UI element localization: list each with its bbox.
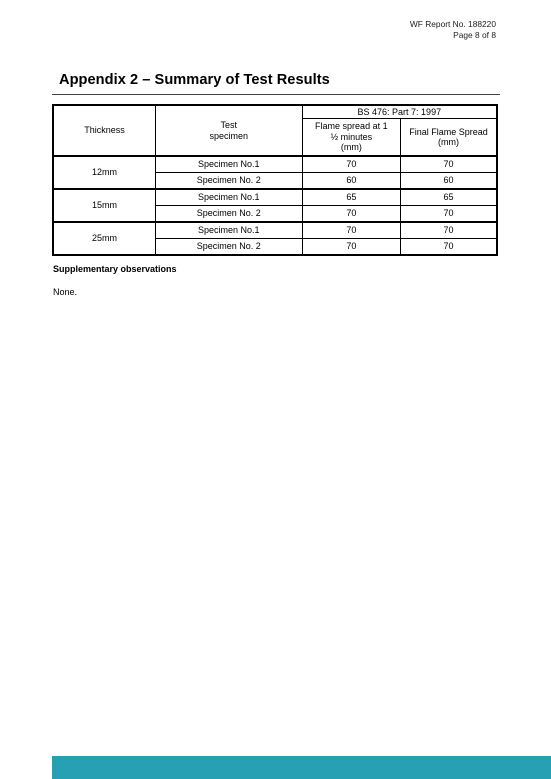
appendix-title: Appendix 2 – Summary of Test Results — [59, 72, 330, 88]
report-header — [410, 19, 496, 41]
table-row — [53, 222, 497, 239]
supplementary-title: Supplementary observations — [53, 264, 177, 274]
final-spread-cell: 70 — [401, 239, 497, 256]
final-spread-cell: 60 — [401, 173, 497, 190]
results-table-container — [52, 104, 498, 256]
specimen-cell: Specimen No. 2 — [155, 206, 302, 223]
specimen-cell: Specimen No. 2 — [155, 239, 302, 256]
header-thickness: Thickness — [53, 105, 155, 156]
specimen-cell: Specimen No.1 — [155, 156, 302, 173]
final-spread-cell: 70 — [401, 206, 497, 223]
final-spread-cell: 65 — [401, 189, 497, 206]
header-standard: BS 476: Part 7: 1997 — [302, 105, 497, 119]
page-number: Page 8 of 8 — [453, 29, 496, 40]
spread-cell: 70 — [302, 222, 400, 239]
final-spread-cell: 70 — [401, 222, 497, 239]
header-flame-spread-text: Flame spread at 1 ½ minutes (mm) — [315, 121, 388, 153]
spread-cell: 70 — [302, 239, 400, 256]
final-spread-cell: 70 — [401, 156, 497, 173]
title-rule — [52, 94, 500, 95]
thickness-cell: 12mm — [53, 156, 155, 189]
header-test-specimen — [155, 105, 302, 156]
spread-cell: 70 — [302, 206, 400, 223]
header-final-spread — [401, 119, 497, 157]
footer-bar — [52, 756, 551, 779]
spread-cell: 60 — [302, 173, 400, 190]
specimen-cell: Specimen No.1 — [155, 189, 302, 206]
table-row — [53, 189, 497, 206]
specimen-cell: Specimen No.1 — [155, 222, 302, 239]
results-table — [52, 104, 498, 256]
table-row — [53, 156, 497, 173]
supplementary-text: None. — [53, 287, 78, 297]
header-flame-spread — [302, 119, 400, 157]
report-number: WF Report No. 188220 — [409, 19, 496, 29]
thickness-cell: 15mm — [53, 189, 155, 222]
specimen-cell: Specimen No. 2 — [155, 173, 302, 190]
header-final-spread-text: Final Flame Spread (mm) — [409, 126, 488, 147]
thickness-cell: 25mm — [53, 222, 155, 255]
spread-cell: 65 — [302, 189, 400, 206]
spread-cell: 70 — [302, 156, 400, 173]
header-test-specimen-text: Test specimen — [209, 120, 249, 141]
